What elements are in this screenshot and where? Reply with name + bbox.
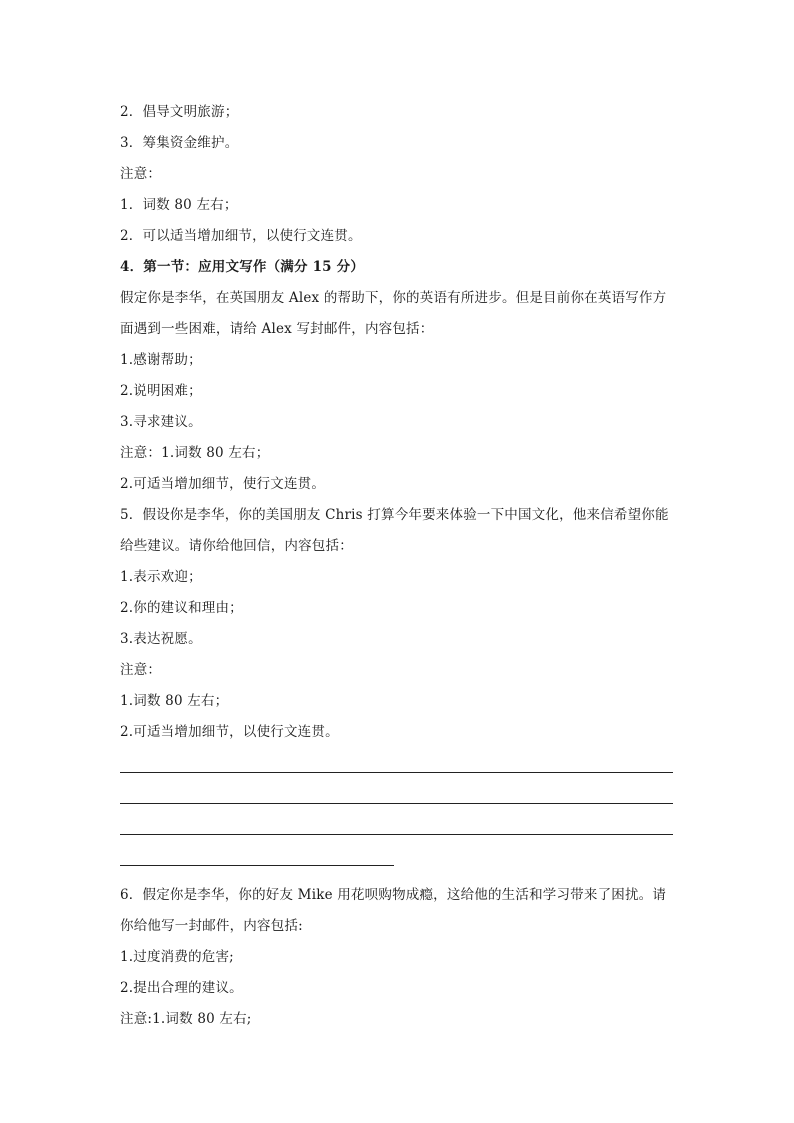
- text-line: 2.提出合理的建议。: [120, 980, 243, 996]
- answer-line: [120, 748, 673, 779]
- text-line: 注意：: [120, 166, 162, 182]
- previous-question-tail: [120, 97, 673, 252]
- text-line: 注意：1.词数 80 左右；: [120, 445, 270, 461]
- text-line: 注意：: [120, 662, 162, 678]
- text-line: 1.过度消费的危害;: [120, 949, 234, 965]
- text-line: 1.表示欢迎；: [120, 569, 202, 585]
- answer-line: [120, 841, 673, 872]
- answer-lines: [120, 748, 673, 872]
- text-line: 2.说明困难；: [120, 383, 202, 399]
- text-line: 3.表达祝愿。: [120, 631, 202, 647]
- text-line: 2.可适当增加细节，以使行文连贯。: [120, 724, 339, 740]
- text-line: 1．词数 80 左右；: [120, 197, 238, 213]
- text-line: 2.可适当增加细节，使行文连贯。: [120, 476, 326, 492]
- text-line: 3．筹集资金维护。: [120, 135, 239, 151]
- text-line: 2.你的建议和理由；: [120, 600, 243, 616]
- answer-line: [120, 810, 673, 841]
- question-6-prompt: 6．假定你是李华，你的好友 Mike 用花呗购物成瘾，这给他的生活和学习带来了困扰。请: [120, 887, 667, 903]
- question-4-title: 4．第一节：应用文写作（满分 15 分）: [120, 259, 365, 275]
- text-line: 给些建议。请你给他回信，内容包括：: [120, 538, 353, 554]
- document-page: [120, 97, 673, 1035]
- text-line: 2．可以适当增加细节，以使行文连贯。: [120, 228, 362, 244]
- answer-line: [120, 779, 673, 810]
- text-line: 注意:1.词数 80 左右;: [120, 1011, 252, 1027]
- text-line: 面遇到一些困难，请给 Alex 写封邮件，内容包括：: [120, 321, 434, 337]
- text-line: 假定你是李华，在英国朋友 Alex 的帮助下，你的英语有所进步。但是目前你在英语写作方: [120, 290, 667, 306]
- text-line: 2．倡导文明旅游；: [120, 104, 239, 120]
- question-5-prompt: 5．假设你是李华，你的美国朋友 Chris 打算今年要来体验一下中国文化，他来信希望你能: [120, 507, 669, 523]
- question-6: [120, 880, 673, 1035]
- question-4: [120, 252, 673, 500]
- text-line: 1.感谢帮助；: [120, 352, 202, 368]
- text-line: 你给他写一封邮件，内容包括:: [120, 918, 303, 934]
- text-line: 1.词数 80 左右；: [120, 693, 229, 709]
- question-5: [120, 500, 673, 748]
- text-line: 3.寻求建议。: [120, 414, 202, 430]
